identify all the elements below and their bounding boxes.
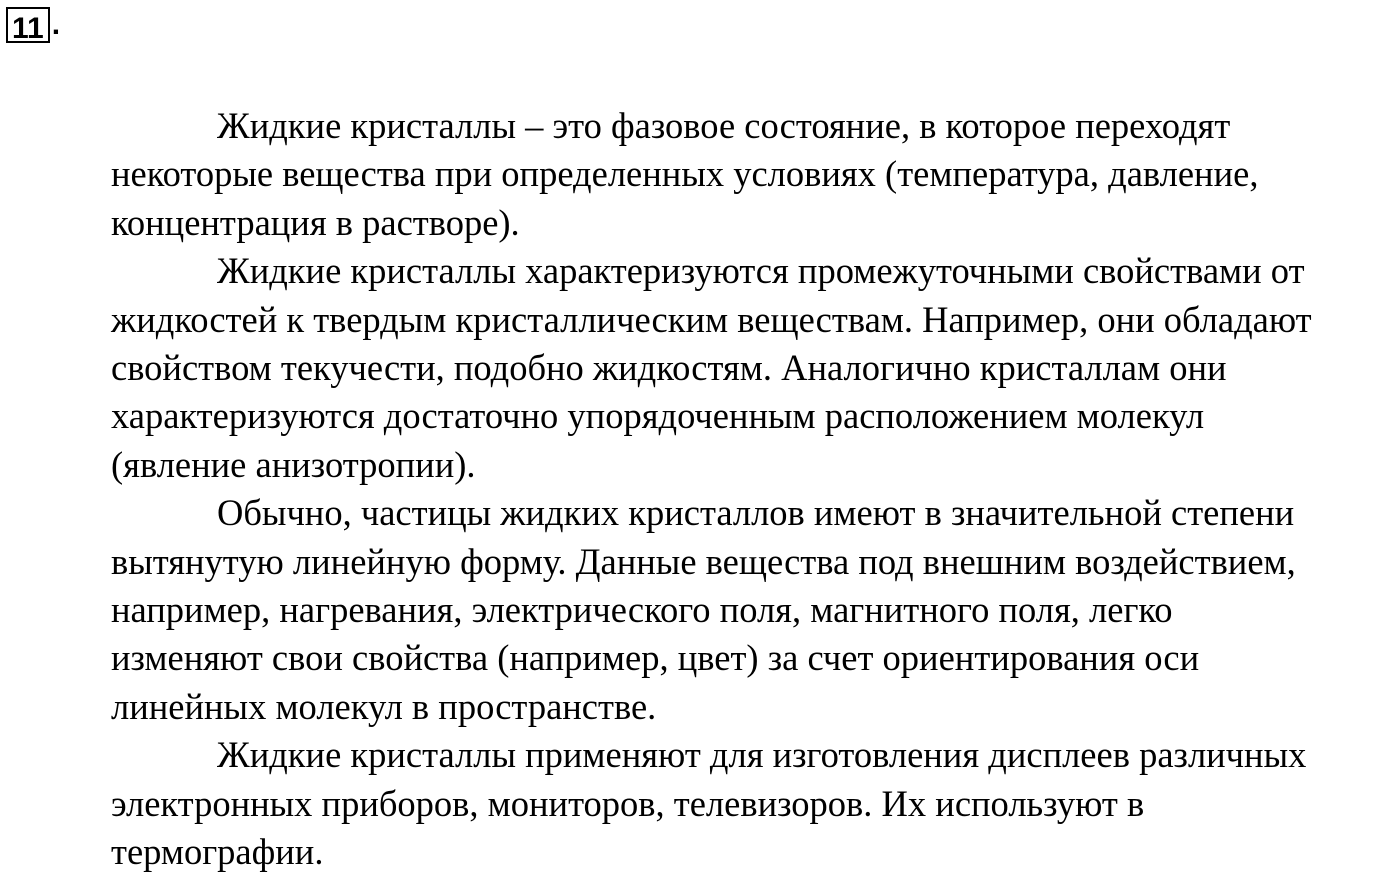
text-line: (явление анизотропии). — [111, 443, 476, 485]
paragraph-applications — [5, 731, 1383, 876]
text-line: электронных приборов, мониторов, телевизоров. Их используют в — [111, 782, 1145, 824]
text-line: свойством текучести, подобно жидкостям. Аналогично кристаллам они — [111, 347, 1227, 389]
text-line: Жидкие кристаллы применяют для изготовления дисплеев различных — [217, 734, 1307, 776]
paragraph-definition — [5, 102, 1383, 247]
text-line: линейных молекул в пространстве. — [111, 685, 657, 727]
text-line: Жидкие кристаллы характеризуются промежуточными свойствами от — [217, 250, 1305, 292]
task-number-box: 11 — [6, 7, 50, 43]
paragraph-molecules — [5, 489, 1383, 731]
text-line: вытянутую линейную форму. Данные вещества под внешним воздействием, — [111, 540, 1296, 582]
text-line: характеризуются достаточно упорядоченным расположением молекул — [111, 395, 1205, 437]
text-line: Жидкие кристаллы – это фазовое состояние, в которое переходят — [217, 105, 1231, 146]
text-line: например, нагревания, электрического поля, магнитного поля, легко — [111, 589, 1173, 631]
task-header — [6, 7, 60, 43]
text-line: изменяют свои свойства (например, цвет) за счет ориентирования оси — [111, 637, 1200, 679]
text-line: концентрация в растворе). — [111, 201, 520, 243]
paragraph-properties — [5, 247, 1383, 489]
answer-text — [5, 102, 1383, 877]
text-line: некоторые вещества при определенных условиях (температура, давление, — [111, 153, 1259, 195]
text-line: жидкостей к твердым кристаллическим веществам. Например, они обладают — [111, 298, 1312, 340]
text-line: термографии. — [111, 831, 324, 873]
task-number-dot: . — [51, 8, 61, 41]
text-line: Обычно, частицы жидких кристаллов имеют в значительной степени — [217, 492, 1295, 534]
